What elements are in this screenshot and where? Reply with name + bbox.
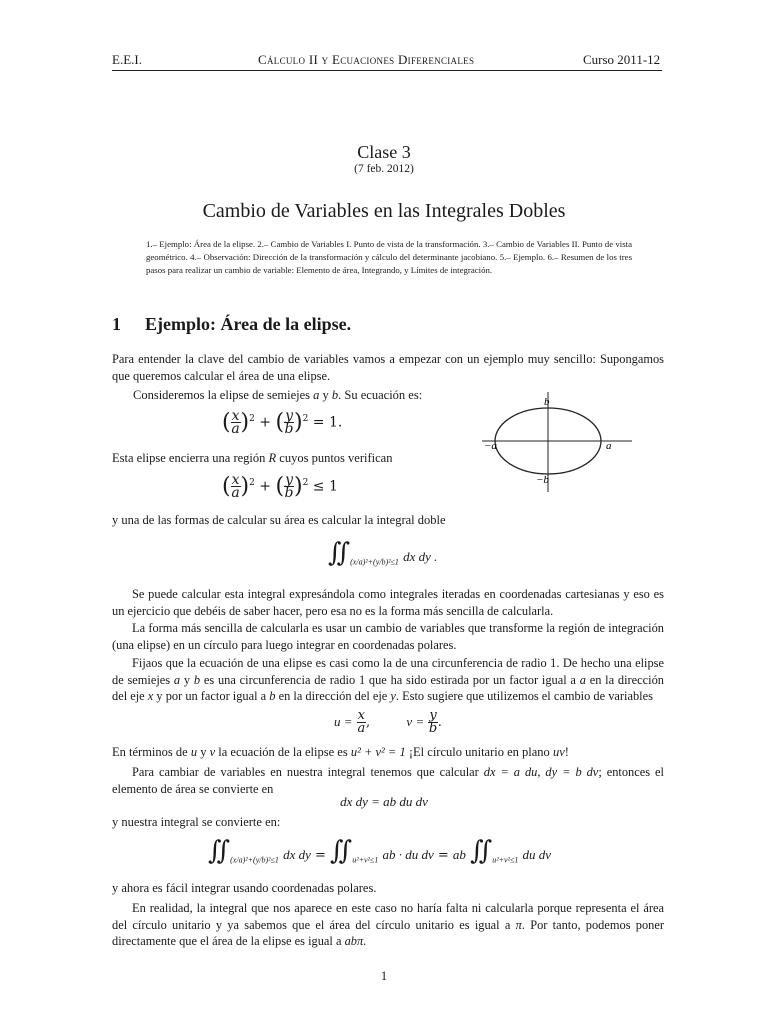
paragraph-intro: Para entender la clave del cambio de variables vamos a empezar con un ejemplo muy sencillo: Supongamos que queremos calcular el área de una elipse. <box>112 352 664 383</box>
label-b: b <box>544 396 550 408</box>
label-neg-a: −a <box>484 440 497 452</box>
class-label: Clase 3 <box>357 142 411 162</box>
paragraph-unit-circle: En términos de u y v la ecuación de la elipse es u² + v² = 1 ¡El círculo unitario en plano uv! <box>112 745 569 759</box>
ellipse-inequality: ( $\frac{x}{a}$ )$^2$ + ( $\frac{y}{b}$ )$^2$ ≤ 1 <box>222 472 338 501</box>
integral-chain: $∬_{(x/a)^2+(y/b)^2\le 1}$ dx dy = $∬_{u^2+v^2\le 1}$ ab · du dv = ab $∬_{u^2+v^2\le 1}$ du dv <box>208 836 552 866</box>
label-a: a <box>606 440 612 452</box>
paragraph-iterated: Se puede calcular esta integral expresándola como integrales iteradas en coordenadas cartesianas y eso es un ejercicio que debéis de saber hacer, pero esa no es la forma más sencilla de calcularla. <box>112 587 664 618</box>
header-left: E.E.I. <box>112 52 142 67</box>
section-title: Ejemplo: Área de la elipse. <box>145 314 352 334</box>
page-number: 1 <box>380 969 388 983</box>
paragraph-region: Esta elipse encierra una región R cuyos puntos verifican <box>112 451 393 465</box>
paragraph-circle: Fijaos que la ecuación de una elipse es casi como la de una circunferencia de radio 1. De hecho una elipse de semiejes a y b es una circunferencia de radio 1 que ha sido estirada por un factor igual a a en la dirección del eje x y por un factor igual a b en la dirección del eje y. Esto sugiere que utilizemos el cambio de variables <box>112 656 664 704</box>
change-of-variables: u = $\frac{x}{a}$ , v = $\frac{y}{b}$ . <box>334 708 442 736</box>
paragraph-ellipse-def: Consideremos la elipse de semiejes a y b. Su ecuación es: <box>133 388 423 402</box>
header-center: Cálculo II y Ecuaciones Diferenciales <box>258 52 475 67</box>
ellipse-equation: ( $\frac{x}{a}$ )$^2$ + ( $\frac{y}{b}$ )$^2$ = 1. <box>222 408 343 437</box>
paragraph-change: La forma más sencilla de calcularla es usar un cambio de variables que transforme la región de integración (una elipse) en un círculo para luego integrar en coordenadas polares. <box>112 621 664 652</box>
abstract: 1.– Ejemplo: Área de la elipse. 2.– Cambio de Variables I. Punto de vista de la transformación. 3.– Cambio de Variables II. Punto de vista geométrico. 4.– Observación: Dirección de la transformación y cálculo del determinante jacobiano. 5.– Ejemplo. 6.– Resumen de los tres pasos para realizar un cambio de variable: Elemento de área, Integrando, y Límites de integración. <box>146 239 632 275</box>
label-neg-b: −b <box>536 474 549 486</box>
double-integral: $∬_{(x/a)^2+(y/b)^2\le 1}$ dx dy . <box>328 538 438 568</box>
section-number: 1 <box>112 314 121 334</box>
header-rule <box>112 70 662 71</box>
paragraph-double-integral: y una de las formas de calcular su área es calcular la integral doble <box>112 513 446 527</box>
paragraph-conclusion: En realidad, la integral que nos aparece en este caso no haría falta ni calcularla porque representa el área del círculo unitario y ya sabemos que el área del círculo unitario es igual a π. Por tanto, podemos poner directamente que el área de la elipse es igual a abπ. <box>112 901 665 949</box>
paragraph-polar: y ahora es fácil integrar usando coordenadas polares. <box>112 881 377 895</box>
paragraph-new-integral: y nuestra integral se convierte en: <box>112 815 281 829</box>
page-title: Cambio de Variables en las Integrales Dobles <box>202 200 566 222</box>
paragraph-area-element: Para cambiar de variables en nuestra integral tenemos que calcular dx = a du, dy = b dv; entonces el elemento de área se convierte en <box>112 765 664 796</box>
class-date: (7 feb. 2012) <box>354 163 414 175</box>
header-right: Curso 2011-12 <box>583 52 661 67</box>
area-element-formula: dx dy = ab du dv <box>340 794 428 809</box>
ellipse-figure <box>482 392 632 492</box>
